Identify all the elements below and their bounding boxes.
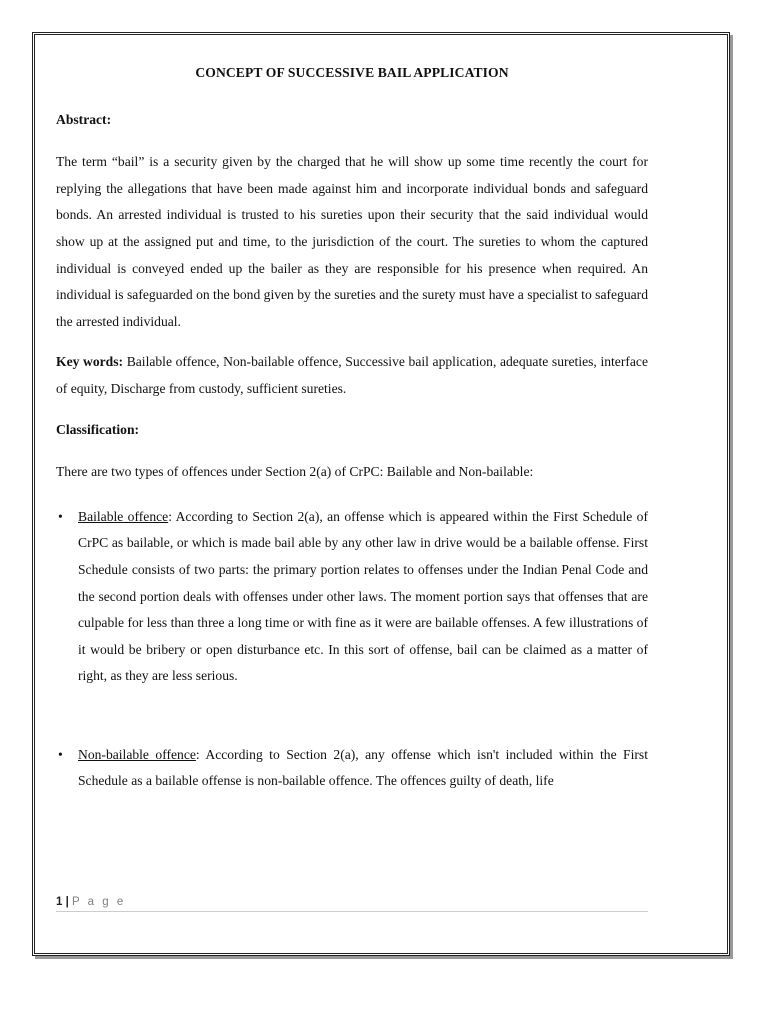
bullet-icon: • <box>58 746 63 762</box>
classification-intro: There are two types of offences under Section 2(a) of CrPC: Bailable and Non-bailable: <box>56 464 534 480</box>
abstract-heading: Abstract: <box>56 111 112 127</box>
list-item-non-bailable-offence <box>56 742 648 795</box>
non-bailable-offence-text: : According to Section 2(a), any offense which isn't included within the First Schedule as a bailable offense is non-bailable offence. The offences guilty of death, life <box>78 746 648 789</box>
bailable-offence-term: Bailable offence <box>78 508 169 524</box>
keywords-label: Key words: <box>56 354 124 370</box>
offence-list <box>56 504 648 795</box>
keywords-text: Bailable offence, Non-bailable offence, Successive bail application, adequate sureties, interface of equity, Discharge from custody, sufficient sureties. <box>56 354 648 396</box>
keywords-paragraph <box>56 349 648 402</box>
non-bailable-offence-term: Non-bailable offence <box>78 746 196 762</box>
list-spacer <box>56 690 648 742</box>
page-separator: | <box>62 896 73 908</box>
page-footer <box>56 895 648 912</box>
document-title: CONCEPT OF SUCCESSIVE BAIL APPLICATION <box>195 65 509 80</box>
abstract-paragraph: The term “bail” is a security given by the charged that he will show up some time recently the court for replying the allegations that have been made against him and incorporate individual bonds and safeguard bonds. An arrested individual is trusted to his sureties upon their security that the said individual would show up at the assigned put and time, to the jurisdiction of the court. The sureties to whom the captured individual is conveyed ended up the bailer as they are responsible for his presence when required. An individual is safeguarded on the bond given by the sureties and the surety must have a specialist to safeguard the arrested individual. <box>56 154 648 329</box>
classification-heading: Classification: <box>56 421 140 437</box>
bullet-icon: • <box>58 508 63 524</box>
page-number: 1 <box>56 896 63 908</box>
list-item-bailable-offence <box>56 504 648 690</box>
page-label: P a g e <box>72 896 126 908</box>
bailable-offence-text: : According to Section 2(a), an offense which is appeared within the First Schedule of CrPC as bailable, or which is made bail able by any other law in drive would be a bailable offense. First Schedule consists of two parts: the primary portion relates to offenses under the Indian Penal Code and the second portion deals with offenses under other laws. The moment portion says that offenses that are culpable for less than three a long time or with fine as it were are bailable offenses. A few illustrations of it would be bribery or open disturbance etc. In this sort of offense, bail can be claimed as a matter of right, as they are less serious. <box>78 508 648 684</box>
document-body <box>56 60 648 795</box>
